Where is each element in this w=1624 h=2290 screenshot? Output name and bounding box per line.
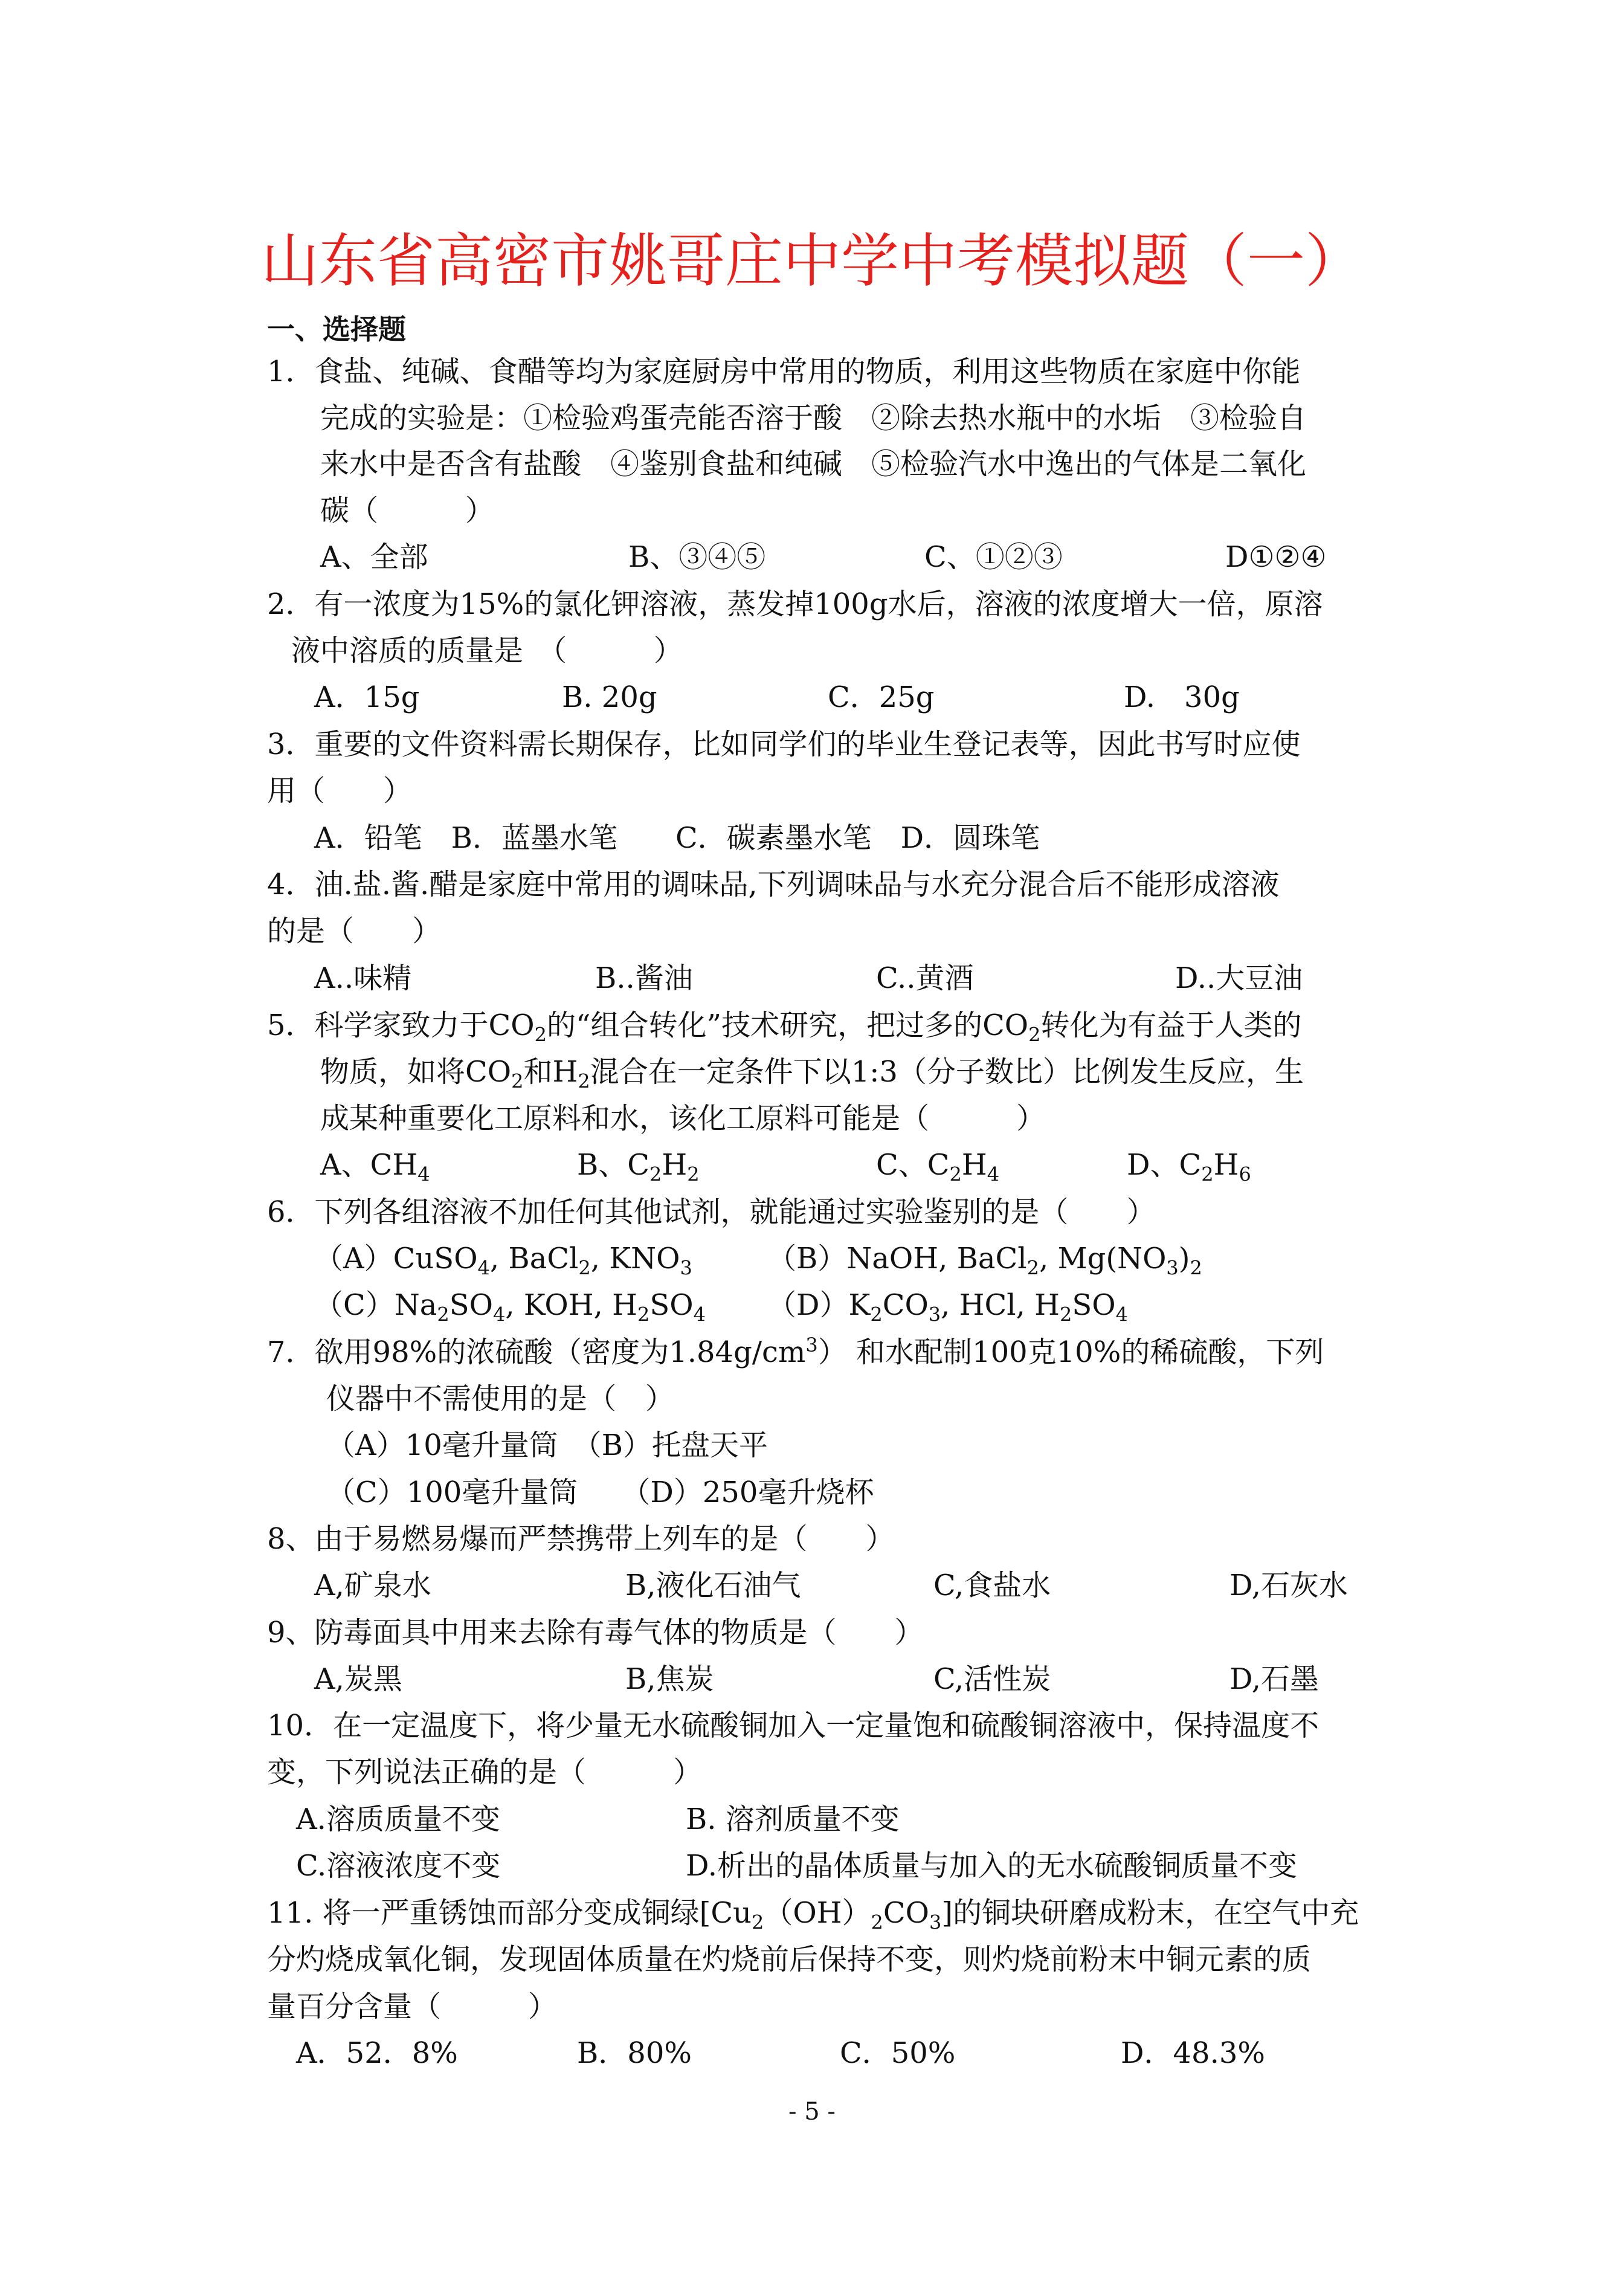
q6-line-1: 6．下列各组溶液不加任何其他试剂，就能通过实验鉴别的是（ ） [267,1195,1156,1229]
q1-option-c: C、①②③ [924,540,1063,574]
q3-line-2: 用（ ） [267,774,413,808]
q1-line-3: 来水中是否含有盐酸 ④鉴别食盐和纯碱 ⑤检验汽水中逸出的气体是二氧化 [320,447,1307,481]
q8-option-a: A,矿泉水 [314,1569,431,1602]
section-heading: 一、选择题 [267,313,406,346]
q7-options-row-1: （A）10毫升量筒 （B）托盘天平 [326,1428,768,1462]
q8-option-c: C,食盐水 [933,1569,1051,1602]
q11-option-a: A．52．8% [296,2036,458,2070]
q3-line-1: 3．重要的文件资料需长期保存，比如同学们的毕业生登记表等，因此书写时应使 [267,727,1301,761]
q10-line-1: 10．在一定温度下，将少量无水硫酸铜加入一定量饱和硫酸铜溶液中，保持温度不 [267,1709,1320,1743]
q5-line-3: 成某种重要化工原料和水，该化工原料可能是（ ） [320,1101,1046,1135]
q9-option-a: A,炭黑 [314,1662,402,1696]
q9-line-1: 9、防毒面具中用来去除有毒气体的物质是（ ） [267,1616,924,1650]
q8-option-d: D,石灰水 [1229,1569,1348,1602]
q1-option-a: A、全部 [320,540,428,574]
q4-line-1: 4．油.盐.酱.醋是家庭中常用的调味品,下列调味品与水充分混合后不能形成溶液 [267,868,1280,901]
q1-option-d: D①②④ [1225,540,1327,574]
q5-option-b: B、$C_2H_2$ [577,1148,700,1186]
q1-line-2: 完成的实验是：①检验鸡蛋壳能否溶于酸 ②除去热水瓶中的水垢 ③检验自 [320,401,1307,435]
q2-option-c: C．25g [828,680,935,714]
q5-option-c: C、$C_2H_4$ [876,1148,1000,1186]
q6-option-a: （A）CuSO$_4$, BaCl$_2$, $KNO_3$ [314,1242,692,1280]
q1-option-b: B、③④⑤ [628,540,766,574]
q2-option-d: D. 30g [1124,680,1240,714]
page-title: 山东省高密市姚哥庄中学中考模拟题（一） [261,227,1363,295]
q10-option-a: A.溶质质量不变 [296,1802,500,1836]
q2-line-2: 液中溶质的质量是 （ ） [291,634,683,668]
q6-option-d: $(D)K_2CO_3$, HCl, $H_2SO_4$ [767,1288,1128,1326]
q7-line-1: 7．欲用98%的浓硫酸（密度为$1.84g/cm^3$） 和水配制100克10%的稀硫酸，下列 [267,1334,1324,1369]
q4-option-d: D..大豆油 [1175,961,1303,995]
q9-option-c: C,活性炭 [933,1662,1051,1696]
page-number: - 5 - [788,2098,836,2126]
q10-option-c: C.溶液浓度不变 [296,1849,501,1883]
q1-line-1: 1．食盐、纯碱、食醋等均为家庭厨房中常用的物质，利用这些物质在家庭中你能 [267,355,1301,389]
q11-option-d: D．48.3% [1121,2036,1265,2070]
q2-line-1: 2．有一浓度为15%的氯化钾溶液，蒸发掉100g水后，溶液的浓度增大一倍，原溶 [267,587,1323,621]
q6-option-c: $(C)Na_2SO_4$, KOH, $H_2SO_4$ [314,1288,706,1326]
q2-option-a: A．15g [314,680,420,714]
q4-option-c: C..黄酒 [876,961,974,995]
q4-option-a: A..味精 [314,961,412,995]
q11-option-c: C．50% [840,2036,956,2070]
q10-option-b: B. 溶剂质量不变 [686,1802,900,1836]
q7-line-2: 仪器中不需使用的是（ ） [326,1382,675,1416]
q11-option-b: B．80% [577,2036,692,2070]
q5-line-2: 物质，如将$CO_2$和$H_2$混合在一定条件下以1:3（分子数比）比例发生反应，生 [320,1055,1304,1093]
q11-line-1: 11. 将一严重锈蚀而部分变成铜绿$[Cu_2(OH)_2CO_3]$的铜块研磨成粉末，在空气中充 [267,1896,1359,1934]
q3-options: A．铅笔 B．蓝墨水笔 C．碳素墨水笔 D．圆珠笔 [314,821,1040,855]
q2-option-b: B. 20g [562,680,657,714]
q5-option-d: D、$C_2H_6$ [1127,1148,1251,1186]
q11-line-3: 量百分含量（ ） [267,1990,558,2024]
q1-line-4: 碳（ ） [320,494,495,527]
q6-option-b: （B）NaOH, BaCl$_2$, $Mg(NO_3)_2$ [767,1242,1202,1280]
q8-option-b: B,液化石油气 [625,1569,801,1602]
q11-line-2: 分灼烧成氧化铜，发现固体质量在灼烧前后保持不变，则灼烧前粉末中铜元素的质 [267,1943,1312,1976]
q10-option-d: D.析出的晶体质量与加入的无水硫酸铜质量不变 [686,1849,1298,1883]
q9-option-b: B,焦炭 [625,1662,714,1696]
q10-line-2: 变，下列说法正确的是（ ） [267,1755,703,1789]
q7-options-row-2: （C）100毫升量筒 （D）250毫升烧杯 [326,1476,874,1509]
q5-line-1: 5．科学家致力于$CO_2$的“组合转化”技术研究，把过多的$CO_2$转化为有益于人类的 [267,1008,1302,1047]
q5-option-a: A、$CH_4$ [320,1148,430,1186]
q9-option-d: D,石墨 [1229,1662,1320,1696]
q4-line-2: 的是（ ） [267,914,442,948]
q8-line-1: 8、由于易燃易爆而严禁携带上列车的是（ ） [267,1522,895,1556]
q4-option-b: B..酱油 [595,961,693,995]
